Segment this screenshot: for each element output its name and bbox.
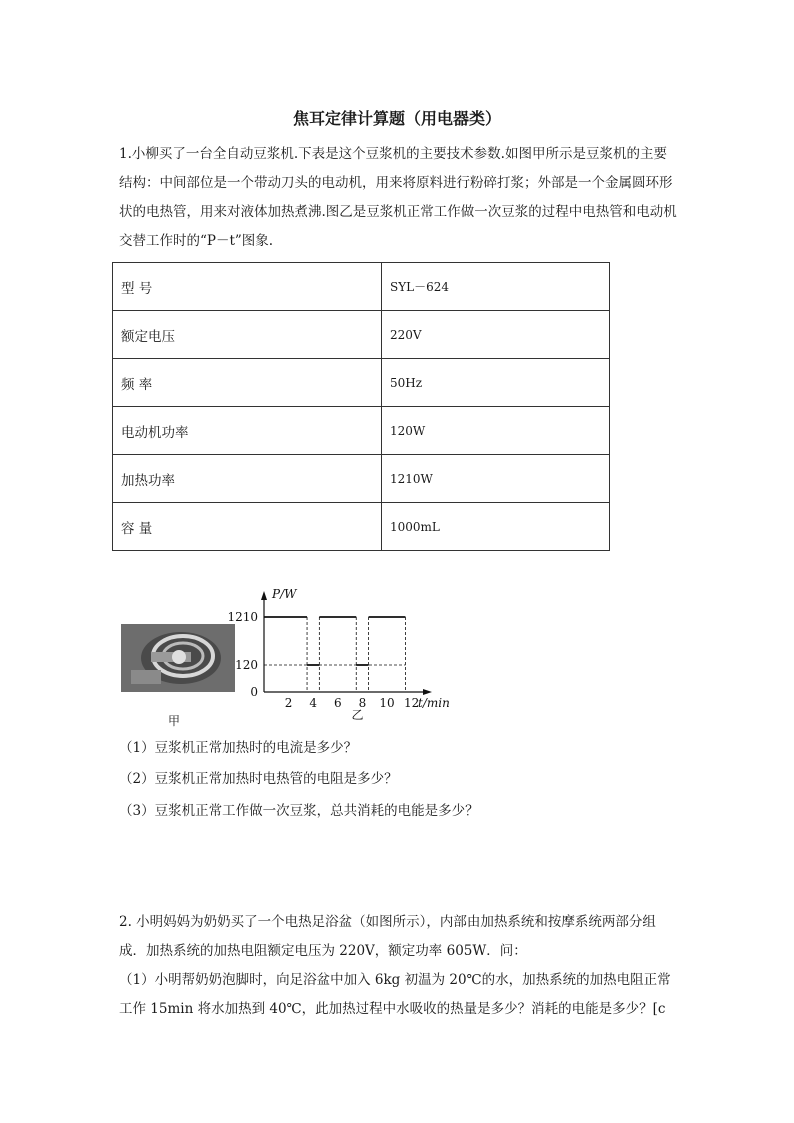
- spec-key: 容 量: [113, 503, 382, 551]
- y-tick-label: 1210: [227, 610, 258, 624]
- x-tick-label: 2: [284, 696, 293, 710]
- y-axis-arrow: [261, 591, 267, 600]
- spec-row: [113, 311, 610, 359]
- x-tick-label: 10: [379, 696, 395, 710]
- spec-row: [113, 263, 610, 311]
- spec-value: 50Hz: [382, 359, 610, 407]
- photo-label: 甲: [168, 714, 181, 728]
- spec-row: [113, 359, 610, 407]
- page-title: 焦耳定律计算题（用电器类）: [292, 109, 501, 128]
- chart-caption: 乙: [351, 708, 364, 722]
- x-tick-label: 6: [333, 696, 342, 710]
- spec-table: [112, 262, 610, 551]
- spec-row: [113, 455, 610, 503]
- spec-key: 额定电压: [113, 311, 382, 359]
- spec-value: 1210W: [382, 455, 610, 503]
- soymilk-machine-photo: [121, 624, 235, 692]
- spec-key: 频 率: [113, 359, 382, 407]
- problem2-intro: 2. 小明妈妈为奶奶买了一个电热足浴盆（如图所示），内部由加热系统和按摩系统两部分组成．加热系统的加热电阻额定电压为 220V，额定功率 605W．问：: [119, 914, 656, 959]
- problem2-text: [119, 908, 679, 1024]
- x-tick-label: 4: [309, 696, 318, 710]
- question-1: （1）豆浆机正常加热时的电流是多少？: [119, 740, 358, 756]
- spec-key: 型 号: [113, 263, 382, 311]
- y-tick-label: 0: [250, 685, 258, 699]
- spec-row: [113, 503, 610, 551]
- problem1-intro: 1.小柳买了一台全自动豆浆机.下表是这个豆浆机的主要技术参数.如图甲所示是豆浆机的主要结构：中间部位是一个带动刀头的电动机，用来将原料进行粉碎打浆；外部是一个金属圆环形状的电热管，用来对液体加热煮沸.图乙是豆浆机正常工作做一次豆浆的过程中电热管和电动机交替工作时的“P－t”图象.: [119, 146, 677, 249]
- spec-value: 1000mL: [382, 503, 610, 551]
- spec-value: 220V: [382, 311, 610, 359]
- spec-key: 加热功率: [113, 455, 382, 503]
- problem2-q1: （1）小明帮奶奶泡脚时，向足浴盆中加入 6kg 初温为 20℃的水，加热系统的加热电阻正常工作 15min 将水加热到 40℃，此加热过程中水吸收的热量是多少？消耗的电能是多少？[c: [119, 972, 671, 1017]
- spec-row: [113, 407, 610, 455]
- y-tick-label: 120: [235, 658, 258, 672]
- x-tick-label: 8: [358, 696, 367, 710]
- x-axis-label: t/min: [418, 696, 450, 710]
- question-3: （3）豆浆机正常工作做一次豆浆，总共消耗的电能是多少？: [119, 803, 479, 819]
- x-axis-arrow: [423, 689, 432, 695]
- spec-value: 120W: [382, 407, 610, 455]
- y-axis-label: P/W: [272, 587, 297, 601]
- question-2: （2）豆浆机正常加热时电热管的电阻是多少？: [119, 771, 398, 787]
- spec-key: 电动机功率: [113, 407, 382, 455]
- power-time-chart: [222, 583, 458, 723]
- spec-value: SYL－624: [382, 263, 610, 311]
- x-tick-label: 12: [403, 696, 420, 710]
